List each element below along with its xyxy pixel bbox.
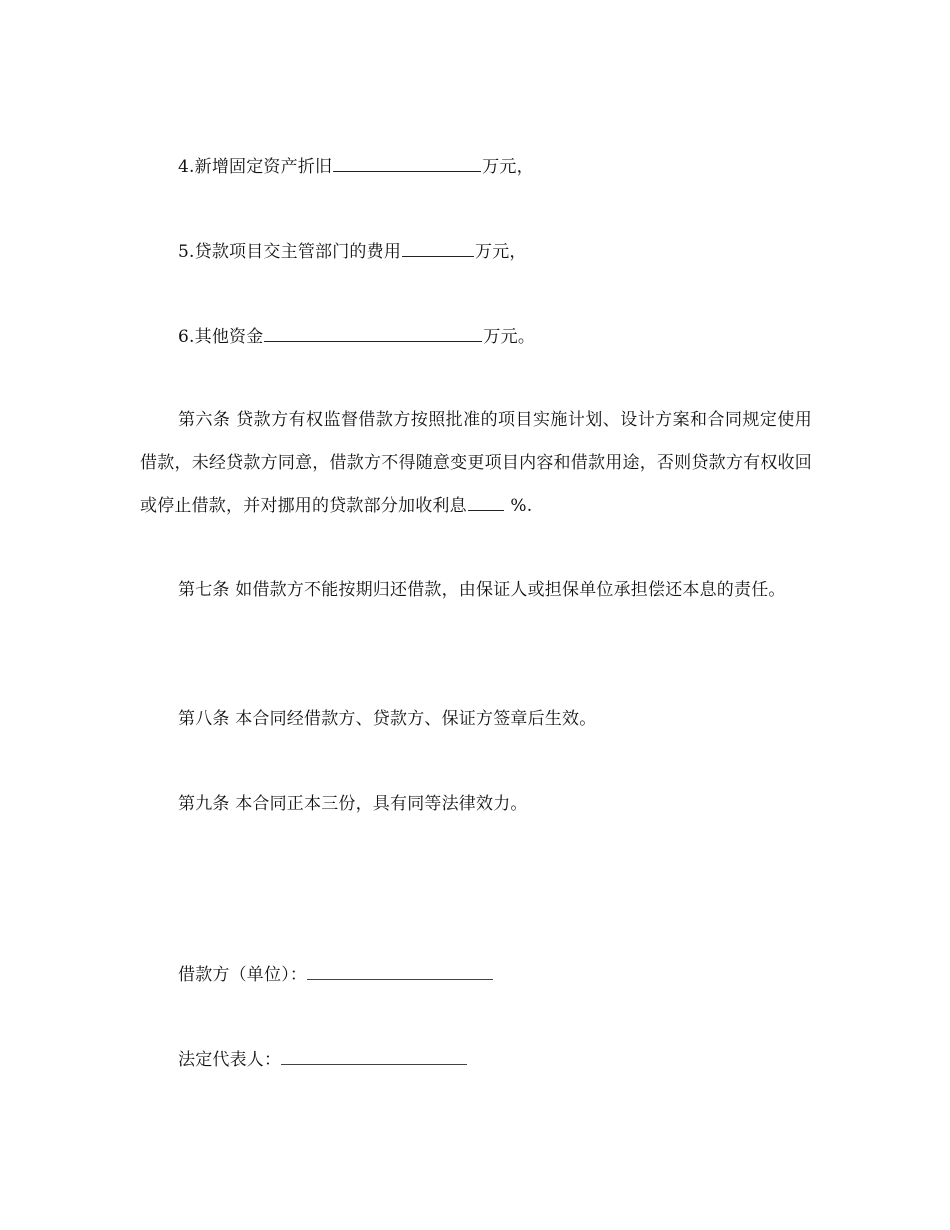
legal-rep-signature-blank xyxy=(281,1050,467,1065)
article-7 xyxy=(140,569,812,612)
item-unit: 万元。 xyxy=(483,327,536,347)
item-fixed-asset-depreciation xyxy=(178,157,534,177)
item-unit: 万元， xyxy=(482,157,534,177)
borrower-signature-blank xyxy=(307,965,493,980)
article-7-text: 第七条 如借款方不能按期归还借款，由保证人或担保单位承担偿还本息的责任。 xyxy=(178,580,786,600)
article-6-unit: %. xyxy=(504,496,533,516)
item-label: 4.新增固定资产折旧 xyxy=(178,157,333,177)
fill-blank xyxy=(264,327,482,342)
legal-rep-signature-line xyxy=(178,1050,467,1070)
borrower-signature-line xyxy=(178,965,493,985)
article-8 xyxy=(178,709,596,729)
item-unit: 万元， xyxy=(475,242,527,262)
fill-blank xyxy=(333,157,481,172)
item-label: 6.其他资金 xyxy=(178,327,264,347)
article-6 xyxy=(140,399,812,528)
interest-rate-blank xyxy=(468,496,504,511)
item-other-funds xyxy=(178,327,535,347)
article-9 xyxy=(178,794,528,814)
legal-rep-label: 法定代表人： xyxy=(178,1050,282,1070)
article-8-text: 第八条 本合同经借款方、贷款方、保证方签章后生效。 xyxy=(178,709,597,729)
article-6-text: 第六条 贷款方有权监督借款方按照批准的项目实施计划、设计方案和合同规定使用借款，未经贷款方同意，借款方不得随意变更项目内容和借款用途，否则贷款方有权收回或停止借款，并对挪用的贷款部分加收利息 xyxy=(140,410,812,516)
article-9-text: 第九条 本合同正本三份，具有同等法律效力。 xyxy=(178,794,528,814)
item-label: 5.贷款项目交主管部门的费用 xyxy=(178,242,402,262)
borrower-label: 借款方（单位）： xyxy=(178,965,308,985)
item-department-fee xyxy=(178,242,527,262)
fill-blank xyxy=(402,242,474,257)
